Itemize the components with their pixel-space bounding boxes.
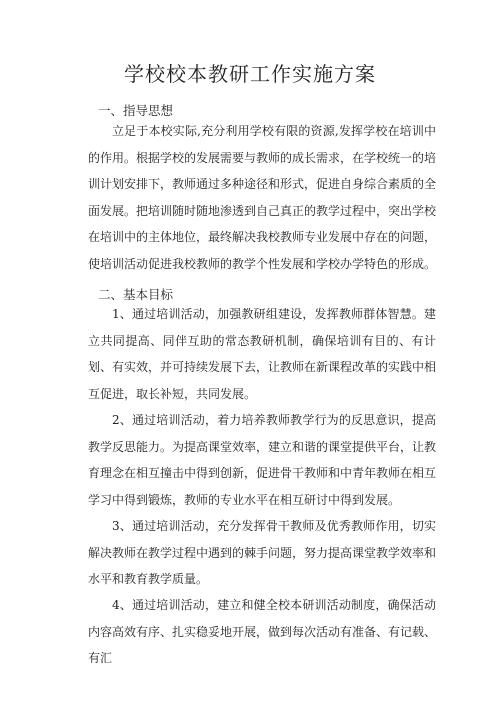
section-heading-basic-goals: 二、基本目标 [98,287,174,302]
goal-item-2: 2、通过培训活动，着力培养教师教学行为的反思意识，提高教学反思能力。为提高课堂效率，建立和谐的课堂提供平台，让教育理念在相互撞击中得到创新，促进骨干教师和中青年教师在相互学习中得到锻炼，教师的专业水平在相互研讨中得到发展。 [88,413,437,507]
goal-item-4: 4、通过培训活动，建立和健全校本研训活动制度，确保活动内容高效有序、扎实稳妥地开展，做到每次活动有准备、有记载、有汇 [88,598,437,665]
paragraph-guiding-ideology: 立足于本校实际,充分利用学校有限的资源,发挥学校在培训中的作用。根据学校的发展需要与教师的成长需求，在学校统一的培训计划安排下，教师通过多种途径和形式，促进自身综合素质的全面发展。把培训随时随地渗透到自己真正的教学过程中，突出学校在培训中的主体地位，最终解决我校教师专业发展中存在的问题，使培训活动促进我校教师的教学个性发展和学校办学特色的形成。 [88,124,437,271]
section-heading-guiding-ideology: 一、指导思想 [98,103,174,118]
goal-item-1: 1、通过培训活动，加强教研组建设，发挥教师群体智慧。建立共同提高、同伴互助的常态教研机制，确保培训有目的、有计划、有实效，并可持续发展下去，让教师在新课程改革的实践中相互促进，取长补短，共同发展。 [88,307,437,401]
goal-item-3: 3、通过培训活动，充分发挥骨干教师及优秀教师作用，切实解决教师在教学过程中遇到的棘手问题，努力提高课堂教学效率和水平和教育教学质量。 [88,519,437,586]
document-title: 学校校本教研工作实施方案 [124,62,376,86]
